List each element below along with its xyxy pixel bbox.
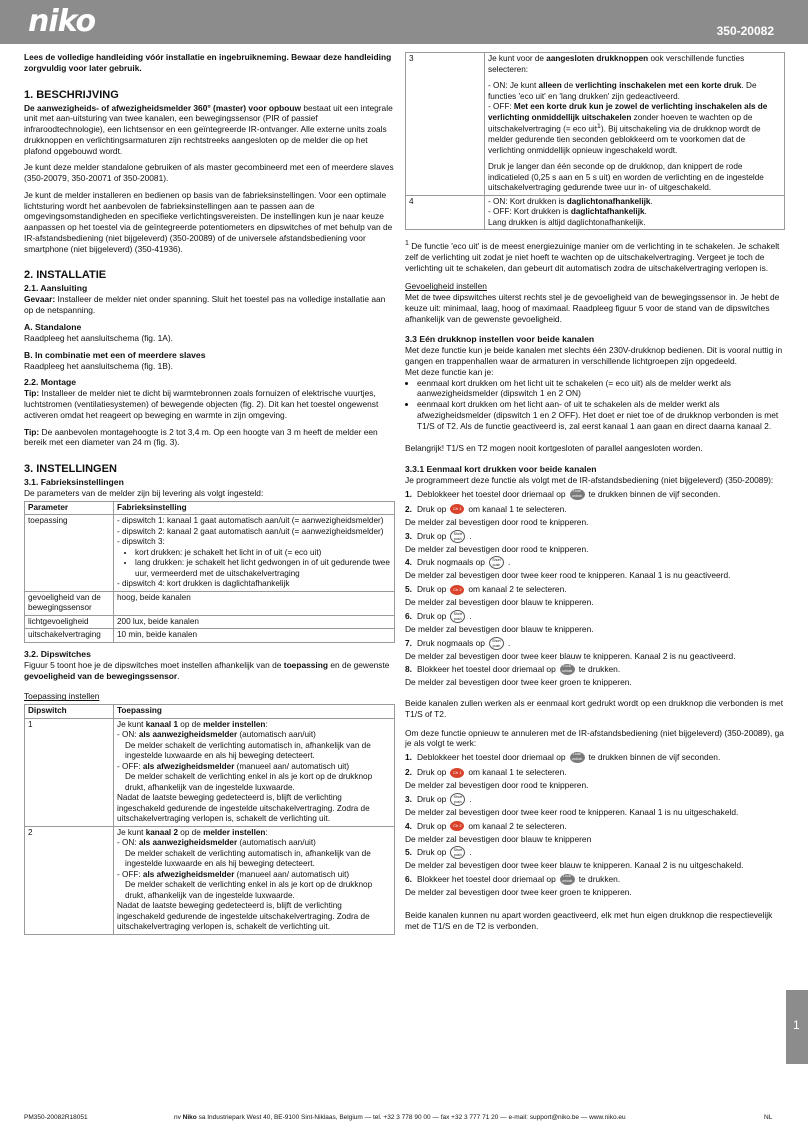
step: 1. Deblokkeer het toestel door driemaal op Lock/ unlock te drukken binnen de vijf seconden. — [405, 488, 721, 499]
short-push-button-icon: Short push — [450, 793, 465, 806]
list-item: • lang drukken: je schakelt het licht gedwongen in of uit gedurende twee uur, vermeerderd met de uitschakelvertraging — [135, 558, 391, 579]
short-push-button-icon: Short push — [450, 846, 465, 859]
table-cell: 2 — [25, 826, 114, 934]
header-bar — [0, 0, 808, 44]
cancel-intro: Om deze functie opnieuw te annuleren met de IR-afstandsbediening (niet bijgeleverd) (350-20089), ga je als volgt te werk: — [405, 727, 784, 749]
table-cell: 10 min, beide kanalen — [114, 629, 395, 643]
right-column — [405, 52, 785, 937]
cell-line: De melder schakelt de verlichting automatisch in, afhankelijk van de ingestelde luxwaarde en als hij beweging detecteert. — [125, 848, 371, 869]
section-3-3-1-title: 3.3.1 Eenmaal kort drukken voor beide kanalen — [405, 464, 597, 475]
cell-line: Druk je langer dan één seconde op de drukknop, dan knippert de rode indicatieled (0,25 s aan en 5 s uit) en worden de verlichting en de ingestelde uitschakelvertraging gedurende twee uur in- of uitgeschakeld. — [488, 162, 764, 193]
cell-line: De melder schakelt de verlichting enkel in als je kort op de drukknop drukt, afhankelijk van de ingestelde luxwaarde. — [125, 772, 373, 792]
standalone-text: Raadpleeg het aansluitschema (fig. 1A). — [24, 332, 173, 343]
left-column — [24, 52, 395, 941]
step: 4. Druk nogmaals op Short push . — [405, 557, 511, 568]
step: 5. Druk op Ch 2 om kanaal 2 te selecteren. — [405, 584, 567, 595]
table-cell: Je kunt kanaal 1 op de melder instellen: - ON: als aanwezigheidsmelder (automatisch aan/uit) De melder schakelt de verlichting automatisch in, afhankelijk van de ingestelde luxwaarde en als hij beweging detecteert. - OFF: als afwezigheidsmelder (manueel aan/ automatisch uit) De melder schakelt de verlichting enkel in als je kort op de drukknop drukt, afhankelijk van de ingestelde luxwaarde. Nadat de laatste beweging gedetecteerd is, blijft de verlichting ingeschakeld gedurende de ingestelde uitschakelvertraging. Zodra de uitschakelvertraging verlopen is, schakelt de verlichting uit. — [114, 718, 395, 826]
table-cell: 1 — [25, 718, 114, 826]
gevoeligheid-text: Met de twee dipswitches uiterst rechts stel je de gevoeligheid van de bewegingssensor in. Je hebt de keuze uit: minimaal, laag, hoog of maximaal. Raadpleeg figuur 5 voor de stand van de dipswitches afhankelijk van de gewenste gevoeligheid. — [405, 292, 780, 324]
table-cell: Je kunt voor de aangesloten drukknoppen ook verschillende functies selecteren: - ON: Je kunt alleen de verlichting inschakelen met een korte druk. De functies 'eco uit' en 'lang drukken' zijn gedeactiveerd. - OFF: Met een korte druk kun je zowel de verlichting inschakelen als de verlichting onmiddellijk uitschakelen zonder hoeven te wachten op de uitschakelvertraging (= eco uit$^1$). Bij uitschakeling via de drukknop wordt de melder gedurende tien seconden geblokkeerd om te voorkomen dat de verlichting onmiddellijk opnieuw ingeschakeld wordt. Druk je langer dan één seconde op de drukknop, dan knippert de rode indicatieled (0,25 s aan en 5 s uit) en worden de verlichting en de ingestelde uitschakelvertraging gedurende twee uur in- of uitgeschakeld. — [485, 53, 785, 196]
list-item: • eenmaal kort drukken om het licht aan- of uit te schakelen als de melder werkt als afwezigheidsmelder (dipswitch 1 en 2 OFF). Het doet er niet toe of de drukknop verbonden is met T1/S of T2. Als de functie geactiveerd is, zal eerst kanaal 1 aan gaan en direct daarna kanaal 2. — [417, 399, 785, 431]
step-result: De melder zal bevestigen door rood te knipperen. — [405, 516, 589, 527]
section-3-title: 3. INSTELLINGEN — [24, 463, 117, 476]
niko-logo: niko — [28, 4, 96, 39]
table-row — [406, 195, 785, 230]
steps-activate — [405, 488, 785, 688]
step-result: De melder zal bevestigen door twee keer blauw te knipperen. Kanaal 2 is nu uitgeschakeld. — [405, 860, 744, 871]
table-cell: lichtgevoeligheid — [25, 615, 114, 629]
table-header: Parameter — [25, 501, 114, 515]
section-1-title: 1. BESCHRIJVING — [24, 88, 119, 101]
cell-line: - dipswitch 3: — [117, 537, 165, 547]
step: 4. Druk op Ch 2 om kanaal 2 te selecteren. — [405, 820, 567, 831]
ch2-button-icon: Ch 2 — [450, 585, 464, 595]
step: 6. Druk op Short push . — [405, 610, 472, 621]
steps-cancel — [405, 751, 785, 898]
step: 5. Druk op Short push . — [405, 847, 472, 858]
step: 7. Druk nogmaals op Short push . — [405, 637, 511, 648]
step-result: De melder zal bevestigen door twee keer rood te knipperen. Kanaal 1 is nu geactiveerd. — [405, 570, 731, 581]
table-cell: uitschakelvertraging — [25, 629, 114, 643]
table-row — [406, 53, 785, 196]
lock-unlock-button-icon: Lock/ unlock — [560, 874, 575, 885]
short-push-button-icon: Short push — [450, 610, 465, 623]
step-result: De melder zal bevestigen door rood te knipperen. — [405, 543, 589, 554]
warning-text: Belangrijk! T1/S en T2 mogen nooit kortgesloten of parallel aangesloten worden. — [405, 443, 703, 454]
tip-text: Tip: De aanbevolen montagehoogte is 2 tot 3,4 m. Op een hoogte van 3 m heeft de melder een bereik met een diameter van 24 m (fig. 3). — [24, 426, 378, 448]
dipswitch-table — [24, 704, 395, 935]
cell-line: - dipswitch 1: kanaal 1 gaat automatisch aan/uit (= aanwezigheidsmelder) — [117, 516, 384, 526]
step: 1. Deblokkeer het toestel door driemaal op Lock/ unlock te drukken binnen de vijf seconden. — [405, 752, 721, 763]
gevoeligheid-subtitle: Gevoeligheid instellen — [405, 281, 487, 292]
page-number-tab — [786, 990, 808, 1064]
both-channels-text: Beide kanalen zullen werken als er eenmaal kort gedrukt wordt op een drukknop die verbonden is met T1/S of T2. — [405, 698, 784, 719]
end-text: Beide kanalen kunnen nu apart worden geactiveerd, elk met hun eigen drukknop die respectievelijk met de T1/S en de T2 is verbonden. — [405, 909, 773, 931]
step-result: De melder zal bevestigen door blauw te knipperen. — [405, 623, 594, 634]
table-row — [25, 615, 395, 629]
step-result: De melder zal bevestigen door blauw te knipperen. — [405, 597, 594, 608]
table-cell: 4 — [406, 195, 485, 230]
dipswitch-table-continued — [405, 52, 785, 230]
lock-unlock-button-icon: Lock/ unlock — [560, 664, 575, 675]
step: 3. Druk op Short push . — [405, 793, 472, 804]
page-number: 1 — [793, 1018, 800, 1032]
step-result: De melder zal bevestigen door blauw te knipperen — [405, 833, 592, 844]
table-cell: 3 — [406, 53, 485, 196]
list-item: • kort drukken: je schakelt het licht in of uit (= eco uit) — [135, 548, 391, 559]
slaves-title: B. In combinatie met een of meerdere slaves — [24, 349, 206, 360]
s33-text: Met deze functie kan je: — [405, 366, 494, 377]
tip-text: Tip: Installeer de melder niet te dicht bij warmtebronnen zoals fornuizen of elektrische vuurtjes, luchtstromen (ventilatiesystemen) of bewegende objecten (fig. 2). Dit kan het toestel ongewenst activeren omdat het reageert op beweging en warmte in zijn omgeving. — [24, 388, 379, 420]
section-3-2-title: 3.2. Dipswitches — [24, 648, 91, 659]
short-push-button-icon: Short push — [450, 530, 465, 543]
table-row — [25, 591, 395, 615]
table-header-row — [25, 705, 395, 719]
cell-line: De melder schakelt de verlichting automatisch in, afhankelijk van de ingestelde luxwaarde en als hij beweging detecteert. — [125, 740, 371, 761]
step: 6. Blokkeer het toestel door driemaal op Lock/ unlock te drukken. — [405, 874, 621, 885]
s33-text: Met deze functie kun je beide kanalen met slechts één 230V-drukknop bedienen. Dit is vooral nuttig in gangen en trappenhallen waar de armaturen in verschillende lichtgroepen zijn opgedeeld. — [405, 345, 783, 367]
table-row — [25, 826, 395, 934]
table-row — [25, 629, 395, 643]
standalone-title: A. Standalone — [24, 321, 82, 332]
step-result: De melder zal bevestigen door rood te knipperen. — [405, 780, 589, 791]
factory-intro: De parameters van de melder zijn bij levering als volgt ingesteld: — [24, 488, 264, 499]
table-cell: - ON: Kort drukken is daglichtonafhankelijk. - OFF: Kort drukken is daglichtafhankelijk. Lang drukken is altijd daglichtonafhankelijk. — [485, 195, 785, 230]
step: 3. Druk op Short push . — [405, 530, 472, 541]
short-push-button-icon: Short push — [489, 556, 504, 569]
ch2-button-icon: Ch 2 — [450, 821, 464, 831]
table-row — [25, 515, 395, 592]
table-cell: 200 lux, beide kanalen — [114, 615, 395, 629]
lock-unlock-button-icon: Lock/ unlock — [570, 752, 585, 763]
cell-line: - dipswitch 2: kanaal 2 gaat automatisch aan/uit (= aanwezigheidsmelder) — [117, 526, 384, 536]
document-number: 350-20082 — [716, 24, 774, 38]
table-cell: hoog, beide kanalen — [114, 591, 395, 615]
description-paragraph: Je kunt deze melder standalone gebruiken of als master gecombineerd met een of meerdere slaves (350-20079, 350-20071 of 350-20081). — [24, 162, 394, 184]
section-3-1-title: 3.1. Fabrieksinstellingen — [24, 477, 124, 488]
table-header: Dipswitch — [25, 705, 114, 719]
danger-text: Gevaar: Installeer de melder niet onder spanning. Sluit het toestel pas na volledige installatie aan op de netspanning. — [24, 294, 386, 316]
table-row — [25, 718, 395, 826]
section-2-title: 2. INSTALLATIE — [24, 269, 107, 282]
cell-line: Nadat de laatste beweging gedetecteerd is, blijft de verlichting ingeschakeld gedurende de ingestelde uitschakelvertraging. Zodra de uitschakelvertraging verlopen is, schakelt de verlichting uit. — [117, 901, 370, 932]
cell-line: De melder schakelt de verlichting enkel in als je kort op de drukknop drukt, afhankelijk van de ingestelde luxwaarde. — [125, 880, 373, 900]
table-cell: toepassing — [25, 515, 114, 592]
table-header-row — [25, 501, 395, 515]
cell-line: - dipswitch 4: kort drukken is daglichtafhankelijk — [117, 579, 290, 589]
step: 2. Druk op Ch 1 om kanaal 1 te selecteren. — [405, 503, 567, 514]
cell-line: Lang drukken is altijd daglichtonafhankelijk. — [488, 217, 646, 227]
step-result: De melder zal bevestigen door twee keer blauw te knipperen. Kanaal 2 is nu geactiveerd. — [405, 650, 736, 661]
ch1-button-icon: Ch 1 — [450, 504, 464, 514]
list-item: • eenmaal kort drukken om het licht uit te schakelen (= eco uit) als de melder werkt als aanwezigheidsmelder (dipswitch 1 en 2 ON) — [417, 378, 785, 400]
factory-settings-table — [24, 501, 395, 643]
short-push-button-icon: Short push — [489, 637, 504, 650]
ch1-button-icon: Ch 1 — [450, 768, 464, 778]
footnote: $^1$ De functie 'eco uit' is de meest energiezuinige manier om de verlichting in te schakelen. Je schakelt zelf de verlichting uit zodat je niet hoeft te wachten op de uitschakelvertraging. Vergeet je toch de verlichting uit te schakelen, dan gebeurt dit automatisch zodra de uitschakelvertraging verlopen is. — [405, 240, 780, 273]
cell-line: Nadat de laatste beweging gedetecteerd is, blijft de verlichting ingeschakeld gedurende de ingestelde uitschakelvertraging. Zodra de uitschakelvertraging verlopen is, schakelt de verlichting uit. — [117, 793, 370, 824]
step-result: De melder zal bevestigen door twee keer rood te knipperen. Kanaal 1 is nu uitgeschakeld. — [405, 806, 739, 817]
step: 2. Druk op Ch 1 om kanaal 1 te selecteren. — [405, 767, 567, 778]
section-2-1-title: 2.1. Aansluiting — [24, 283, 88, 294]
footer-code: PM350-20082R18051 — [24, 1114, 88, 1121]
footer-address: nv Niko sa Industriepark West 40, BE-9100 Sint-Niklaas, Belgium — tel. +32 3 778 90 00 — fax +32 3 777 71 20 — e-mail: support@niko.be — www.niko.eu — [174, 1114, 626, 1121]
table-cell — [114, 515, 395, 592]
table-header: Toepassing — [114, 705, 395, 719]
table-cell: gevoeligheid van de bewegingssensor — [25, 591, 114, 615]
step: 8. Blokkeer het toestel door driemaal op Lock/ unlock te drukken. — [405, 664, 621, 675]
dipswitch-intro: Figuur 5 toont hoe je de dipswitches moet instellen afhankelijk van de toepassing en de gewenste gevoeligheid van de bewegingssensor. — [24, 659, 390, 681]
intro-text: Lees de volledige handleiding vóór installatie en ingebruikneming. Bewaar deze handleiding zorgvuldig voor later gebruik. — [24, 52, 392, 73]
section-2-2-title: 2.2. Montage — [24, 377, 77, 388]
step-result: De melder zal bevestigen door twee keer groen te knipperen. — [405, 677, 632, 688]
s331-intro: Je programmeert deze functie als volgt met de IR-afstandsbediening (niet bijgeleverd) (350-20089): — [405, 475, 774, 486]
table-header: Fabrieksinstelling — [114, 501, 395, 515]
description-paragraph: De aanwezigheids- of afwezigheidsmelder 360° (master) voor opbouw bestaat uit een integrale unit met aan-uitsturing van twee kanalen, een bewegingssensor (PIR of passief infraroodtechnologie), een lichtsensor en een geïntegreerde IR-ontvanger. Alle externe units zoals drukknoppen en verlichtingsarmaturen zijn rechtstreeks aangesloten op de melder die op het plafond opgebouwd wordt. — [24, 102, 393, 156]
footer-language: NL — [764, 1114, 773, 1121]
table-cell: Je kunt kanaal 2 op de melder instellen: - ON: als aanwezigheidsmelder (automatisch aan/uit) De melder schakelt de verlichting automatisch in, afhankelijk van de ingestelde luxwaarde en als hij beweging detecteert. - OFF: als afwezigheidsmelder (manueel aan/ automatisch uit) De melder schakelt de verlichting enkel in als je kort op de drukknop drukt, afhankelijk van de ingestelde luxwaarde. Nadat de laatste beweging gedetecteerd is, blijft de verlichting ingeschakeld gedurende de ingestelde uitschakelvertraging. Zodra de uitschakelvertraging verlopen is, schakelt de verlichting uit. — [114, 826, 395, 934]
description-paragraph: Je kunt de melder installeren en bedienen op basis van de fabrieksinstellingen. Voor een optimale lichtsturing wordt het aanbevolen de fabrieksinstellingen aan te passen aan de omgevingsomstandigheden en specifieke verlichtingsvereisten. De instellingen kun je naar keuze aanpassen op het toestel via de geïntegreerde potentiometers en dipswitches of met behulp van de IR-afstandsbediening (niet bijgeleverd) (350-20089) of de universele afstandsbediening voor smartphone (niet bijgeleverd) (350-41936). — [24, 189, 393, 254]
section-3-3-title: 3.3 Eén drukknop instellen voor beide kanalen — [405, 334, 595, 345]
slaves-text: Raadpleeg het aansluitschema (fig. 1B). — [24, 360, 173, 371]
lock-unlock-button-icon: Lock/ unlock — [570, 489, 585, 500]
toepassing-subtitle: Toepassing instellen — [24, 691, 100, 702]
step-result: De melder zal bevestigen door twee keer groen te knipperen. — [405, 887, 632, 898]
